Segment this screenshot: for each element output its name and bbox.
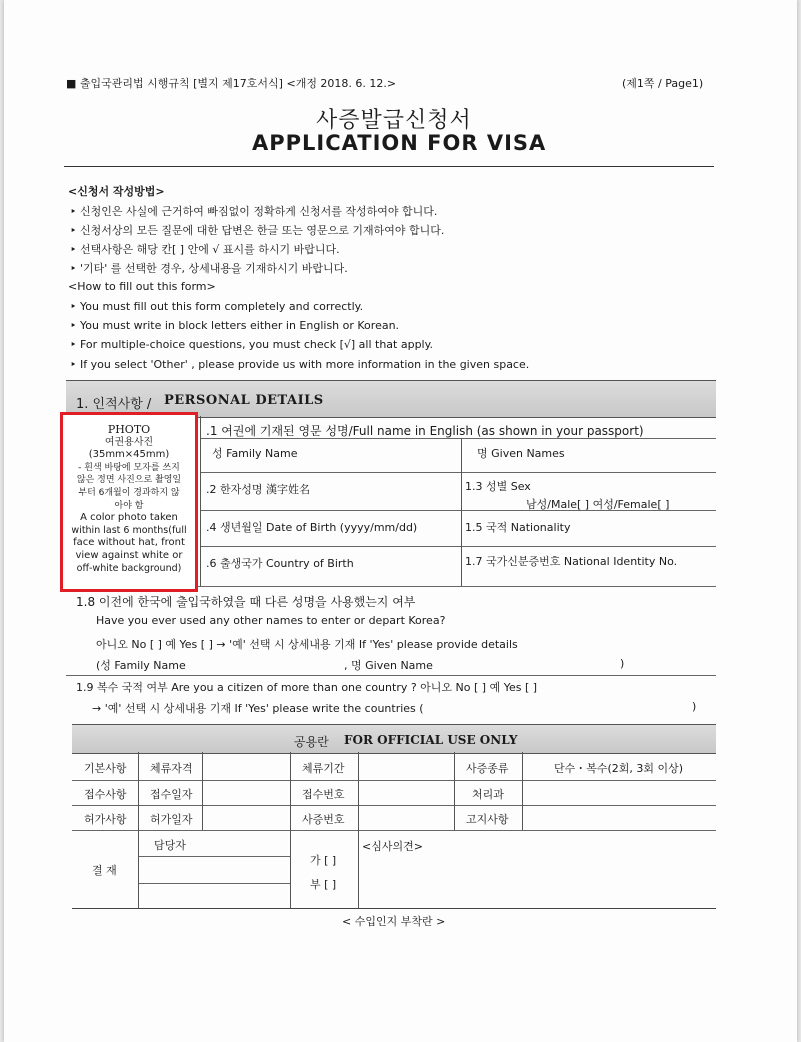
- q1-9-close: ): [692, 700, 697, 713]
- q1-8-family: (성 Family Name: [96, 659, 186, 672]
- photo-line: view against white or: [75, 549, 183, 561]
- instruction-ko-item: ‣ 선택사항은 해당 칸[ ] 안에 √ 표시를 하시기 바랍니다.: [70, 241, 340, 257]
- q1-6-country-of-birth: .6 출생국가 Country of Birth: [206, 557, 354, 570]
- header-divider: [64, 166, 714, 167]
- sex-options: 남성/Male[ ] 여성/Female[ ]: [526, 498, 670, 511]
- instruction-ko-item: ‣ '기타' 를 선택한 경우, 상세내용을 기재하시기 바랍니다.: [70, 260, 348, 276]
- instructions-en-heading: <How to fill out this form>: [68, 280, 216, 293]
- grid-line: [72, 805, 716, 806]
- q1-4-date-of-birth: .4 생년월일 Date of Birth (yyyy/mm/dd): [206, 521, 418, 534]
- instruction-ko-item: ‣ 신청인은 사실에 근거하여 빠짐없이 정확하게 신청서를 작성하여야 합니다.: [70, 203, 437, 219]
- q1-8-options: 아니오 No [ ] 예 Yes [ ] → '예' 선택 시 상세내용 기재 If 'Yes' please provide details: [96, 638, 518, 651]
- grid-line: [138, 856, 290, 857]
- visa-application-page: [4, 0, 797, 1042]
- manager-label: 담당자: [154, 839, 186, 852]
- approval-info-label: 허가사항: [84, 813, 127, 826]
- grid-line: [461, 438, 462, 586]
- q1-1-full-name: .1 여권에 기재된 영문 성명/Full name in English (as shown in your passport): [206, 424, 644, 438]
- grid-line: [200, 546, 716, 547]
- grid-line: [138, 883, 290, 884]
- q1-8-close: ): [620, 657, 625, 670]
- instruction-ko-item: ‣ 신청서상의 모든 질문에 대한 답변은 한글 또는 영문으로 기재하여야 합니다.: [70, 222, 444, 238]
- photo-line: 아야 함: [114, 500, 144, 511]
- receipt-date-label: 접수일자: [150, 788, 193, 801]
- photo-line: 부터 6개월이 경과하지 않: [78, 487, 180, 498]
- section-title-en: PERSONAL DETAILS: [164, 393, 324, 408]
- grid-line: [72, 830, 716, 831]
- single-multiple-entry: 단수・복수(2회, 3회 이상): [554, 762, 684, 775]
- q1-8-other-names: 1.8 이전에 한국에 출입국하였을 때 다른 성명을 사용했는지 여부: [76, 595, 416, 609]
- instruction-en-item: ‣ You must write in block letters either in English or Korean.: [70, 319, 399, 332]
- form-reference: ■ 출입국관리법 시행규칙 [별지 제17호서식] <개정 2018. 6. 12.>: [66, 77, 397, 90]
- photo-box[interactable]: [60, 412, 198, 592]
- photo-line: within last 6 months(full: [71, 524, 187, 536]
- review-opinion-label: <심사의견>: [362, 840, 423, 853]
- grid-line: [358, 752, 359, 908]
- q1-5-nationality: 1.5 국적 Nationality: [465, 521, 571, 534]
- notice-label: 고지사항: [466, 813, 509, 826]
- status-of-stay-label: 체류자격: [150, 762, 193, 775]
- official-title-en: FOR OFFICIAL USE ONLY: [344, 733, 518, 747]
- instruction-en-item: ‣ You must fill out this form completely and correctly.: [70, 300, 363, 313]
- photo-line: 여권용사진: [104, 436, 154, 448]
- grid-line: [72, 908, 716, 909]
- q1-8-given: , 명 Given Name: [344, 659, 433, 672]
- grid-line: [72, 780, 716, 781]
- grid-line: [454, 752, 455, 830]
- photo-line: face without hat, front: [73, 537, 185, 549]
- grid-line: [66, 675, 716, 676]
- official-use-header: [72, 724, 716, 754]
- receipt-info-label: 접수사항: [84, 788, 127, 801]
- title-korean: 사증발급신청서: [316, 108, 472, 133]
- page-number: (제1쪽 / Page1): [622, 77, 704, 90]
- q1-7-national-id: 1.7 국가신분증번호 National Identity No.: [465, 555, 678, 568]
- photo-line: 않은 정면 사진으로 촬영일: [76, 475, 182, 486]
- grid-line: [290, 752, 291, 908]
- approve-yes: 가 [ ]: [310, 854, 337, 867]
- instructions-ko-heading: <신청서 작성방법>: [68, 185, 165, 198]
- approval-label: 결 재: [92, 864, 117, 877]
- instruction-en-item: ‣ If you select 'Other' , please provide us with more information in the given space.: [70, 358, 529, 371]
- grid-line: [138, 752, 139, 908]
- period-of-stay-label: 체류기간: [302, 762, 345, 775]
- processing-dept-label: 처리과: [472, 788, 504, 801]
- q1-8-english: Have you ever used any other names to enter or depart Korea?: [96, 614, 446, 627]
- approval-date-label: 허가일자: [150, 813, 193, 826]
- approve-no: 부 [ ]: [310, 878, 337, 891]
- grid-line: [522, 752, 523, 830]
- given-names-label: 명 Given Names: [477, 447, 565, 460]
- receipt-number-label: 접수번호: [302, 788, 345, 801]
- section-title-ko: 1. 인적사항 /: [76, 397, 152, 412]
- instruction-en-item: ‣ For multiple-choice questions, you must check [√] all that apply.: [70, 338, 433, 351]
- grid-line: [200, 416, 201, 586]
- q1-2-chinese-name: .2 한자성명 漢字姓名: [206, 483, 310, 496]
- visa-number-label: 사증번호: [302, 813, 345, 826]
- grid-line: [202, 752, 203, 830]
- photo-line: A color photo taken: [80, 512, 178, 524]
- title-english: APPLICATION FOR VISA: [252, 131, 547, 155]
- photo-line: (35mm×45mm): [88, 449, 170, 461]
- photo-line: off-white background): [76, 562, 182, 574]
- visa-type-label: 사증종류: [466, 762, 509, 775]
- photo-line: PHOTO: [107, 423, 151, 436]
- q1-3-sex: 1.3 성별 Sex: [465, 480, 531, 493]
- grid-line: [200, 472, 716, 473]
- basic-info-label: 기본사항: [84, 762, 127, 775]
- q1-9-detail: → '예' 선택 시 상세내용 기재 If 'Yes' please write the countries (: [92, 702, 424, 715]
- revenue-stamp-label: < 수입인지 부착란 >: [342, 915, 446, 928]
- photo-line: - 흰색 바탕에 모자를 쓰지: [78, 462, 180, 473]
- family-name-label: 성 Family Name: [212, 447, 298, 460]
- official-title-ko: 공용란: [294, 735, 329, 749]
- q1-9-multiple-citizenship: 1.9 복수 국적 여부 Are you a citizen of more than one country ? 아니오 No [ ] 예 Yes [ ]: [76, 681, 538, 694]
